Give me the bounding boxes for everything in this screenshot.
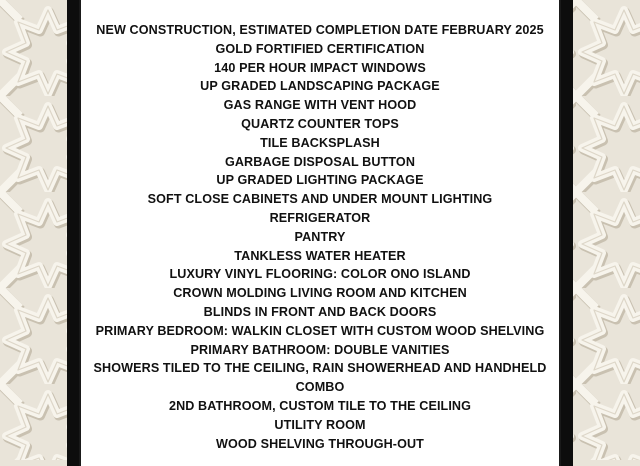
feature-item: LUXURY VINYL FLOORING: COLOR ONO ISLAND xyxy=(169,267,471,282)
feature-item: PRIMARY BATHROOM: DOUBLE VANITIES xyxy=(190,342,450,357)
feature-item: CROWN MOLDING LIVING ROOM AND KITCHEN xyxy=(173,286,467,301)
feature-item: PANTRY xyxy=(294,229,346,244)
feature-item: NEW CONSTRUCTION, ESTIMATED COMPLETION DATE FEBRUARY 2025 xyxy=(96,23,544,37)
feature-item: TILE BACKSPLASH xyxy=(260,135,380,150)
feature-item: 2ND BATHROOM, CUSTOM TILE TO THE CEILING xyxy=(168,398,472,413)
feature-item: BLINDS IN FRONT AND BACK DOORS xyxy=(203,304,437,319)
feature-item: UP GRADED LANDSCAPING PACKAGE xyxy=(200,79,440,94)
feature-item: WOOD SHELVING THROUGH-OUT xyxy=(216,436,424,451)
feature-item: REFRIGERATOR xyxy=(269,210,371,225)
feature-item: GOLD FORTIFIED CERTIFICATION xyxy=(215,41,425,56)
feature-item: PRIMARY BEDROOM: WALKIN CLOSET WITH CUSTOM WOOD SHELVING xyxy=(95,323,545,338)
feature-item: QUARTZ COUNTER TOPS xyxy=(241,116,399,131)
feature-item: UP GRADED LIGHTING PACKAGE xyxy=(216,173,424,188)
feature-item: TANKLESS WATER HEATER xyxy=(234,248,406,263)
feature-list xyxy=(82,21,558,453)
feature-item: SOFT CLOSE CABINETS AND UNDER MOUNT LIGHTING xyxy=(147,192,493,207)
feature-item: GARBAGE DISPOSAL BUTTON xyxy=(224,154,416,169)
feature-item: SHOWERS TILED TO THE CEILING, RAIN SHOWERHEAD AND HANDHELD COMBO xyxy=(93,361,547,395)
feature-item: GAS RANGE WITH VENT HOOD xyxy=(223,98,417,113)
feature-item: 140 PER HOUR IMPACT WINDOWS xyxy=(214,60,426,75)
feature-item: UTILITY ROOM xyxy=(274,417,366,432)
